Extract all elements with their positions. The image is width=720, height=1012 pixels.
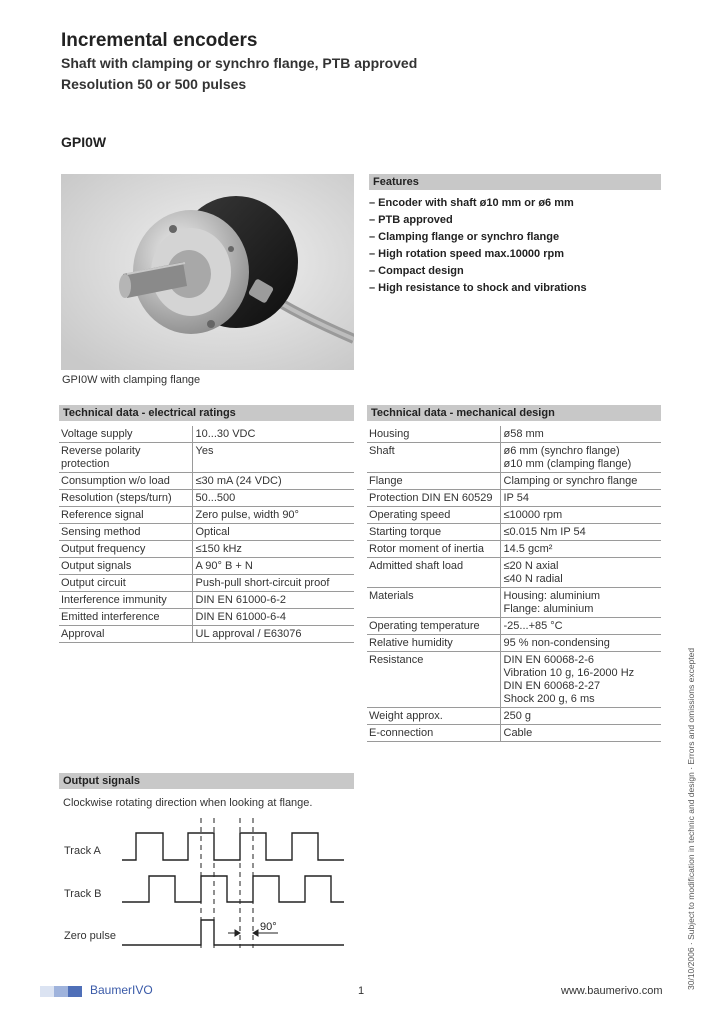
- row-label: Shaft: [367, 443, 500, 473]
- track-b-label: Track B: [64, 888, 102, 900]
- row-label: Rotor moment of inertia: [367, 541, 500, 558]
- feature-item: – High resistance to shock and vibrations: [369, 282, 587, 294]
- electrical-heading: Technical data - electrical ratings: [59, 405, 354, 421]
- row-label: Protection DIN EN 60529: [367, 490, 500, 507]
- row-value: ø6 mm (synchro flange) ø10 mm (clamping flange): [500, 443, 661, 473]
- row-label: Consumption w/o load: [59, 473, 192, 490]
- row-label: Reference signal: [59, 507, 192, 524]
- model-name: GPI0W: [61, 134, 107, 150]
- feature-item: – Clamping flange or synchro flange: [369, 231, 560, 243]
- signals-description: Clockwise rotating direction when looking at flange.: [63, 797, 313, 809]
- row-label: Housing: [367, 426, 500, 443]
- track-a-label: Track A: [64, 845, 101, 857]
- website-link[interactable]: www.baumerivo.com: [561, 985, 663, 997]
- page-title: Incremental encoders: [61, 30, 258, 51]
- row-value: Yes: [192, 443, 354, 473]
- row-value: Clamping or synchro flange: [500, 473, 661, 490]
- row-label: Flange: [367, 473, 500, 490]
- row-value: DIN EN 60068-2-6 Vibration 10 g, 16-2000 Hz DIN EN 60068-2-27 Shock 200 g, 6 ms: [500, 652, 661, 708]
- row-label: Output circuit: [59, 575, 192, 592]
- row-value: -25...+85 °C: [500, 618, 661, 635]
- row-label: Relative humidity: [367, 635, 500, 652]
- row-label: Resistance: [367, 652, 500, 708]
- row-value: Optical: [192, 524, 354, 541]
- row-value: 95 % non-condensing: [500, 635, 661, 652]
- mechanical-heading: Technical data - mechanical design: [367, 405, 661, 421]
- phase-label: 90°: [260, 921, 277, 933]
- row-value: 250 g: [500, 708, 661, 725]
- row-label: Resolution (steps/turn): [59, 490, 192, 507]
- row-value: IP 54: [500, 490, 661, 507]
- row-label: Sensing method: [59, 524, 192, 541]
- row-label: Voltage supply: [59, 426, 192, 443]
- feature-item: – Compact design: [369, 265, 464, 277]
- row-label: Admitted shaft load: [367, 558, 500, 588]
- signals-heading: Output signals: [59, 773, 354, 789]
- row-label: Emitted interference: [59, 609, 192, 626]
- row-value: 10...30 VDC: [192, 426, 354, 443]
- page-number: 1: [358, 985, 365, 997]
- zero-pulse-label: Zero pulse: [64, 930, 116, 942]
- row-value: Zero pulse, width 90°: [192, 507, 354, 524]
- photo-caption: GPI0W with clamping flange: [62, 374, 201, 386]
- row-value: DIN EN 61000-6-4: [192, 609, 354, 626]
- row-value: ≤150 kHz: [192, 541, 354, 558]
- row-label: Output frequency: [59, 541, 192, 558]
- row-label: Starting torque: [367, 524, 500, 541]
- row-label: Operating speed: [367, 507, 500, 524]
- row-value: ≤30 mA (24 VDC): [192, 473, 354, 490]
- features-heading: Features: [369, 174, 661, 190]
- row-value: Housing: aluminium Flange: aluminium: [500, 588, 661, 618]
- row-label: Reverse polarity protection: [59, 443, 192, 473]
- row-value: UL approval / E63076: [192, 626, 354, 643]
- row-value: 14.5 gcm²: [500, 541, 661, 558]
- row-value: Push-pull short-circuit proof: [192, 575, 354, 592]
- row-label: Operating temperature: [367, 618, 500, 635]
- row-value: A 90° B + N: [192, 558, 354, 575]
- row-value: ≤20 N axial ≤40 N radial: [500, 558, 661, 588]
- brand-logo: BaumerIVO: [90, 983, 153, 997]
- track-b-waveform: [122, 876, 344, 902]
- feature-item: – Encoder with shaft ø10 mm or ø6 mm: [369, 197, 574, 209]
- row-value: ≤0.015 Nm IP 54: [500, 524, 661, 541]
- row-label: Interference immunity: [59, 592, 192, 609]
- row-value: Cable: [500, 725, 661, 742]
- row-label: Weight approx.: [367, 708, 500, 725]
- brand-logo-mark: [40, 984, 86, 998]
- row-label: E-connection: [367, 725, 500, 742]
- resolution-subtitle: Resolution 50 or 500 pulses: [61, 76, 247, 92]
- row-value: 50...500: [192, 490, 354, 507]
- track-a-waveform: [122, 833, 344, 860]
- row-label: Output signals: [59, 558, 192, 575]
- page-subtitle: Shaft with clamping or synchro flange, PTB approved: [61, 55, 418, 71]
- feature-item: – PTB approved: [369, 214, 453, 226]
- row-label: Materials: [367, 588, 500, 618]
- row-value: ≤10000 rpm: [500, 507, 661, 524]
- feature-item: – High rotation speed max.10000 rpm: [369, 248, 565, 260]
- row-label: Approval: [59, 626, 192, 643]
- row-value: ø58 mm: [500, 426, 661, 443]
- row-value: DIN EN 61000-6-2: [192, 592, 354, 609]
- side-disclaimer: 30/10/2006 · Subject to modification in technic and design · Errors and omissions excepted: [686, 647, 696, 990]
